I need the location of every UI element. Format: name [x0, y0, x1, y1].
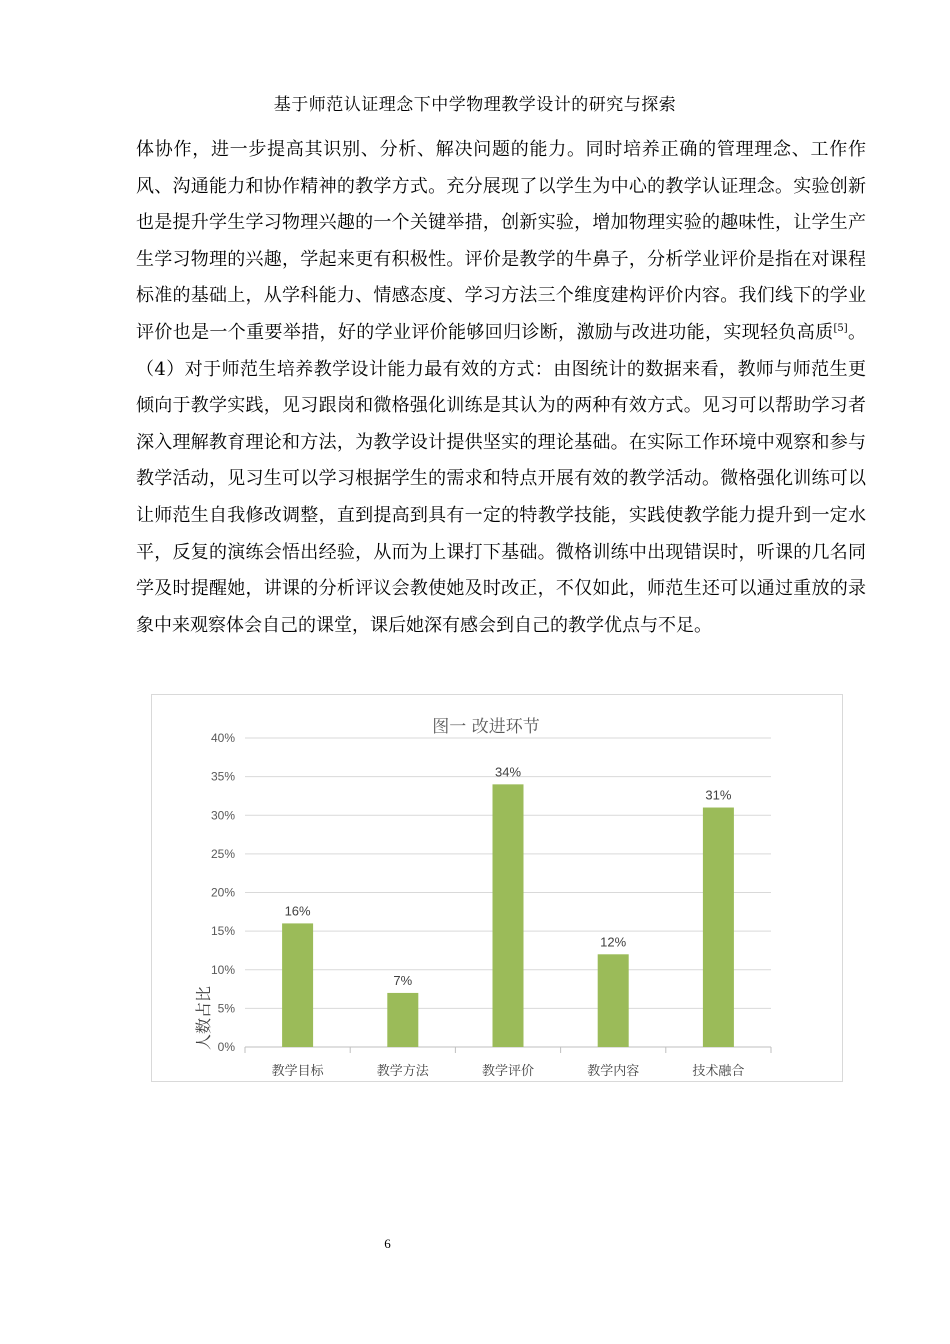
y-tick-label: 30% [210, 808, 235, 823]
x-category-label: 技术融合 [692, 1064, 745, 1079]
data-label: 12% [600, 934, 627, 950]
data-label: 7% [393, 972, 413, 988]
bar-3 [493, 784, 524, 1047]
y-tick-label: 20% [210, 885, 235, 900]
bars [282, 784, 734, 1047]
bar-chart [151, 694, 843, 1082]
citation-marker[interactable]: [5] [833, 322, 848, 334]
y-tick-label: 25% [210, 846, 235, 861]
chart-title: 图一 改进环节 [432, 717, 540, 737]
bar-chart-canvas [152, 695, 844, 1083]
x-category-label: 教学内容 [587, 1064, 640, 1079]
paragraph-text-before-citation: 体协作，进一步提高其识别、分析、解决问题的能力。同时培养正确的管理理念、工作作风、沟通能力和协作精神的教学方式。充分展现了以学生为中心的教学认证理念。实验创新也是提升学生学习物理兴趣的一个关键举措，创新实验，增加物理实验的趣味性，让学生产生学习物理的兴趣，学起来更有积极性。评价是教学的牛鼻子，分析学业评价是指在对课程标准的基础上，从学科能力、情感态度、学习方法三个维度建构评价内容。我们线下的学业评价也是一个重要举措，好的学业评价能够回归诊断，激励与改进功能，实现轻负高质 [136, 139, 866, 343]
y-tick-label: 15% [210, 924, 235, 939]
y-tick-label: 0% [217, 1040, 235, 1054]
x-category-label: 教学目标 [271, 1064, 324, 1079]
data-label: 34% [494, 764, 522, 780]
bar-4 [598, 954, 629, 1047]
bar-1 [282, 923, 313, 1047]
body-paragraph [136, 132, 866, 644]
y-tick-label: 10% [210, 962, 235, 977]
bar-5 [703, 808, 734, 1047]
y-axis-label: 人数占比 [194, 985, 213, 1050]
y-tick-label: 5% [217, 1001, 235, 1016]
running-header: 基于师范认证理念下中学物理教学设计的研究与探索 [273, 95, 677, 115]
x-category-label: 教学评价 [481, 1064, 535, 1079]
data-label: 31% [705, 787, 732, 803]
bar-2 [387, 993, 418, 1047]
paragraph-text-after-citation: 。（4）对于师范生培养教学设计能力最有效的方式：由图统计的数据来看，教师与师范生更倾向于教学实践，见习跟岗和微格强化训练是其认为的两种有效方式。见习可以帮助学习者深入理解教育理论和方法，为教学设计提供坚实的理论基础。在实际工作环境中观察和参与教学活动，见习生可以学习根据学生的需求和特点开展有效的教学活动。微格强化训练可以让师范生自我修改调整，直到提高到具有一定的特教学技能，实践使教学能力提升到一定水平，反复的演练会悟出经验，从而为上课打下基础。微格训练中出现错误时，听课的几名同学及时提醒她，讲课的分析评议会教使她及时改正，不仅如此，师范生还可以通过重放的录象中来观察体会自己的课堂，课后她深有感会到自己的教学优点与不足。 [136, 321, 867, 636]
x-axis-categories [272, 1063, 745, 1079]
y-tick-label: 35% [210, 769, 235, 784]
y-axis-ticks [211, 731, 235, 1054]
data-label: 16% [284, 903, 311, 919]
x-category-label: 教学方法 [376, 1064, 429, 1079]
page-number: 6 [384, 1236, 391, 1251]
y-tick-label: 40% [210, 731, 235, 745]
